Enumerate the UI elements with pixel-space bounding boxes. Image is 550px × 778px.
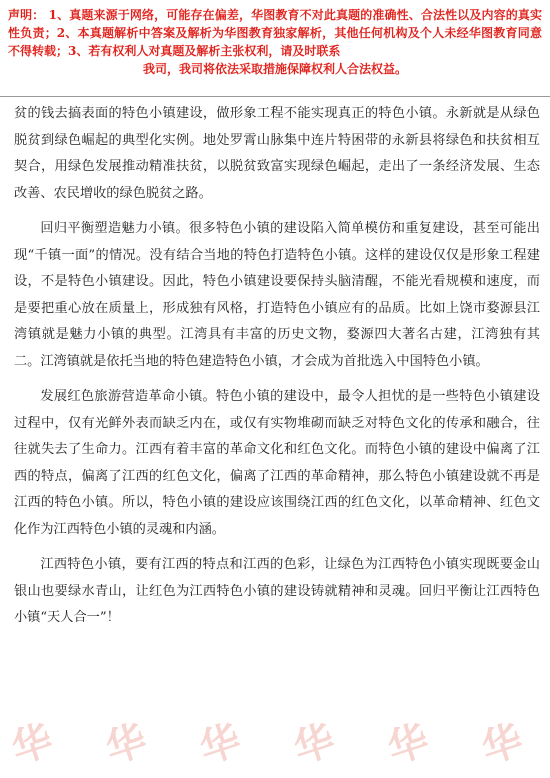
header-divider <box>0 96 550 97</box>
paragraph-4: 江西特色小镇，要有江西的特点和江西的色彩，让绿色为江西特色小镇实现既要金山银山也要绿水青山，让红色为江西特色小镇的建设铸就精神和灵魂。回归平衡让江西特色小镇“天人合一”！ <box>14 557 540 625</box>
watermark-logo-icon <box>370 704 443 777</box>
watermark-glyph: 华 <box>193 716 247 773</box>
watermark-glyph: 华 <box>99 716 153 773</box>
paragraph-3: 发展红色旅游营造革命小镇。特色小镇的建设中，最令人担忧的是一些特色小镇建设过程中，仅有光鲜外表而缺乏内在，或仅有实物堆砌而缺乏对特色文化的传承和融合，往往就失去了生命力。江西有着丰富的革命文化和红色文化。而特色小镇的建设中偏离了江西的特点，偏离了江西的红色文化，偏离了江西的革命精神，那么特色小镇建设就不再是江西的特色小镇。所以，特色小镇的建设应该围绕江西的红色文化，以革命精神、红色文化作为江西特色小镇的灵魂和内涵。 <box>14 389 540 537</box>
watermark-logo-icon <box>88 704 161 777</box>
disclaimer-text: 声明： 1、真题来源于网络，可能存在偏差，华图教育不对此真题的准确性、合法性以及内容的真实性负责；2、本真题解析中答案及解析为华图教育独家解析，其他任何机构及个人未经华图教育同意不得转载；3、若有权利人对真题及解析主张权利，请及时联系 <box>8 8 542 58</box>
watermark-logo-icon <box>182 704 255 777</box>
copyright-disclaimer <box>8 6 542 78</box>
watermark-glyph: 华 <box>381 716 435 773</box>
paragraph-1: 贫的钱去搞表面的特色小镇建设，做形象工程不能实现真正的特色小镇。永新就是从绿色脱贫到绿色崛起的典型化实例。地处罗霄山脉集中连片特困带的永新县将绿色和扶贫相互契合，用绿色发展推动精准扶贫，以脱贫致富实现绿色崛起，走出了一条经济发展、生态改善、农民增收的绿色脱贫之路。 <box>14 106 540 201</box>
watermark-glyph: 华 <box>475 716 529 773</box>
disclaimer-tail: 我司，我司将依法采取措施保障权利人合法权益。 <box>142 62 407 76</box>
watermark-logo-icon <box>464 704 537 777</box>
watermark-logo-icon <box>0 704 68 777</box>
watermark-logo-icon <box>276 704 349 777</box>
paragraph-2: 回归平衡塑造魅力小镇。很多特色小镇的建设陷入简单模仿和重复建设，甚至可能出现“千镇一面”的情况。没有结合当地的特色打造特色小镇。这样的建设仅仅是形象工程建设，不是特色小镇建设。因此，特色小镇建设要保持头脑清醒，不能光看规模和速度，而是要把重心放在质量上，形成独有风格，打造特色小镇应有的品质。比如上饶市婺源县江湾镇就是魅力小镇的典型。江湾具有丰富的历史文物，婺源四大著名古建，江湾独有其二。江湾镇就是依托当地的特色建造特色小镇，才会成为首批选入中国特色小镇。 <box>14 221 540 369</box>
watermark-glyph: 华 <box>5 716 59 773</box>
watermark-glyph: 华 <box>287 716 341 773</box>
article-body <box>14 101 540 641</box>
